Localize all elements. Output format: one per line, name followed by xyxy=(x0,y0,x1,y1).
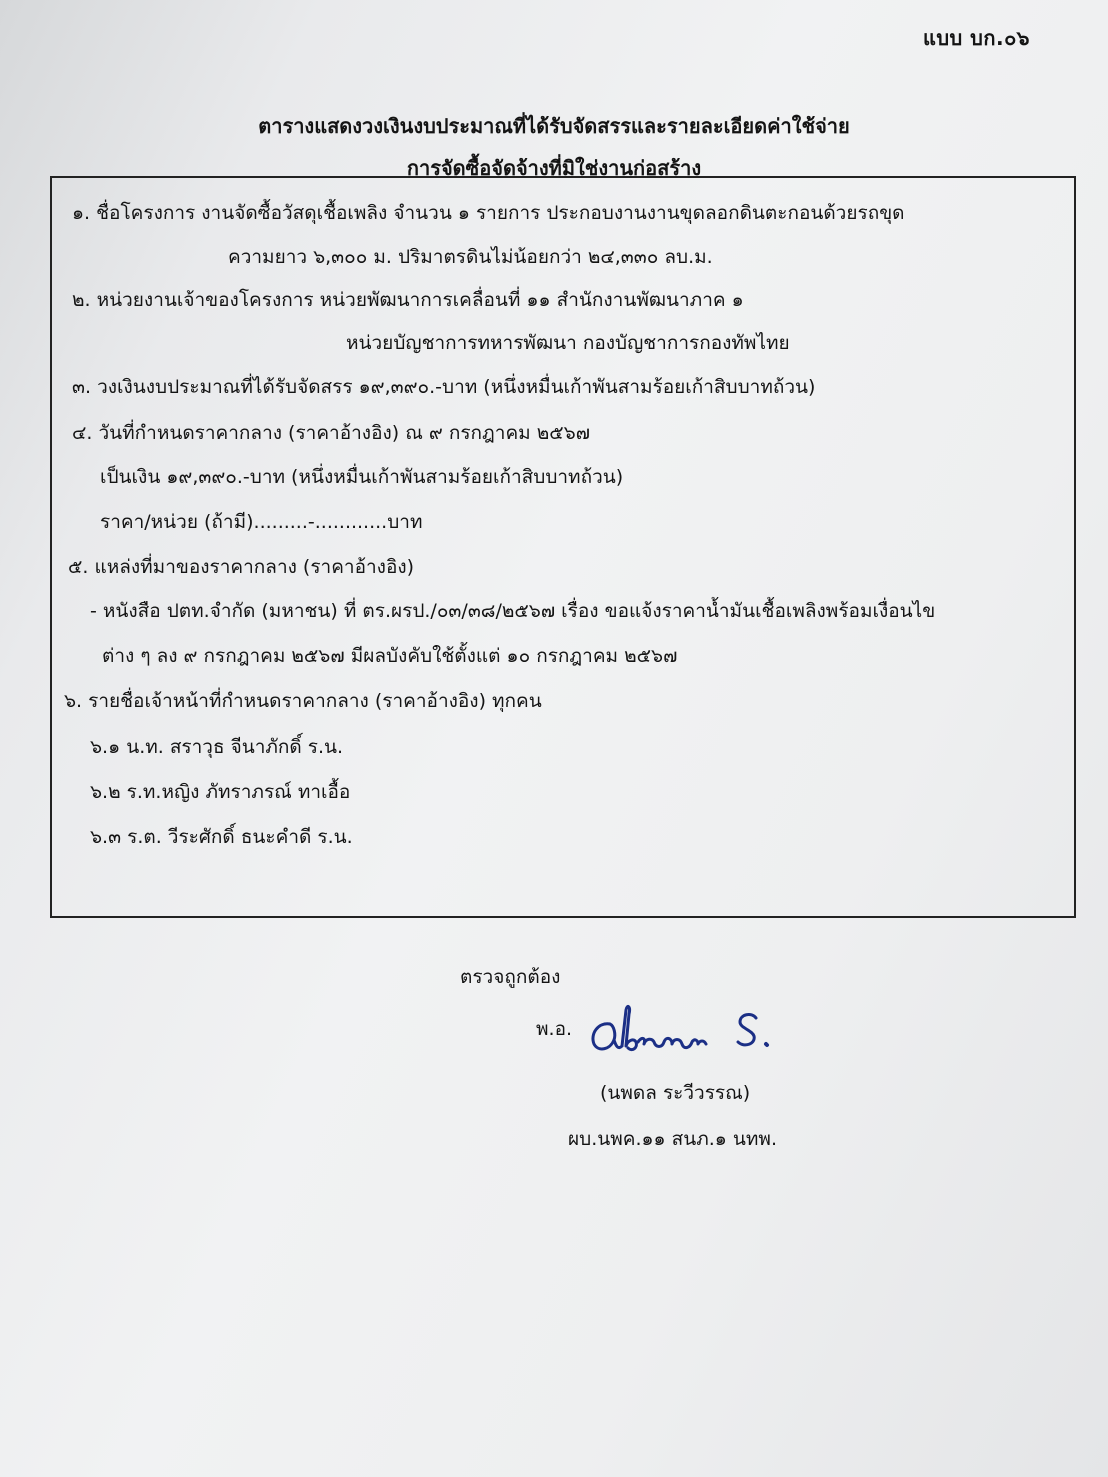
item-2-owner-unit-cont: หน่วยบัญชาการทหารพัฒนา กองบัญชาการกองทัพไทย xyxy=(346,332,790,354)
form-code: แบบ บก.๐๖ xyxy=(922,26,1030,50)
item-2-owner-unit: ๒. หน่วยงานเจ้าของโครงการ หน่วยพัฒนาการเคลื่อนที่ ๑๑ สำนักงานพัฒนาภาค ๑ xyxy=(72,289,744,311)
item-5-reference-letter: - หนังสือ ปตท.จำกัด (มหาชน) ที่ ตร.ผรป./๐๓/๓๘/๒๕๖๗ เรื่อง ขอแจ้งราคาน้ำมันเชื้อเพลิงพร้อมเงื่อนไข xyxy=(90,600,936,622)
item-6-officers: ๖. รายชื่อเจ้าหน้าที่กำหนดราคากลาง (ราคาอ้างอิง) ทุกคน xyxy=(64,690,542,712)
item-5-price-source: ๕. แหล่งที่มาของราคากลาง (ราคาอ้างอิง) xyxy=(68,556,415,578)
signer-name: (นพดล ระวีวรรณ) xyxy=(600,1082,751,1104)
item-6-officer-3: ๖.๓ ร.ต. วีระศักดิ์ ธนะคำดี ร.น. xyxy=(90,826,353,848)
signer-position: ผบ.นพค.๑๑ สนภ.๑ นทพ. xyxy=(568,1128,777,1150)
item-6-officer-1: ๖.๑ น.ท. สราวุธ จีนาภักดิ์ ร.น. xyxy=(90,736,344,758)
item-4-reference-date: ๔. วันที่กำหนดราคากลาง (ราคาอ้างอิง) ณ ๙ กรกฎาคม ๒๕๖๗ xyxy=(72,422,591,444)
item-4-unit-price: ราคา/หน่วย (ถ้ามี).........-............บาท xyxy=(100,511,423,533)
item-1-project-name: ๑. ชื่อโครงการ งานจัดซื้อวัสดุเชื้อเพลิง จำนวน ๑ รายการ ประกอบงานงานขุดลอกดินตะกอนด้วยรถขุด xyxy=(72,202,905,224)
item-5-reference-letter-cont: ต่าง ๆ ลง ๙ กรกฎาคม ๒๕๖๗ มีผลบังคับใช้ตั้งแต่ ๑๐ กรกฎาคม ๒๕๖๗ xyxy=(102,645,678,667)
item-3-budget: ๓. วงเงินงบประมาณที่ได้รับจัดสรร ๑๙,๓๙๐.-บาท (หนึ่งหมื่นเก้าพันสามร้อยเก้าสิบบาทถ้วน) xyxy=(72,376,816,398)
item-4-amount: เป็นเงิน ๑๙,๓๙๐.-บาท (หนึ่งหมื่นเก้าพันสามร้อยเก้าสิบบาทถ้วน) xyxy=(100,466,624,488)
document-title-line-2: การจัดซื้อจัดจ้างที่มิใช่งานก่อสร้าง xyxy=(406,156,702,180)
verified-label: ตรวจถูกต้อง xyxy=(460,966,561,988)
handwritten-signature xyxy=(588,996,788,1066)
item-6-officer-2: ๖.๒ ร.ท.หญิง ภัทราภรณ์ ทาเอื้อ xyxy=(90,781,351,803)
signer-rank: พ.อ. xyxy=(536,1018,573,1040)
document-title-line-1: ตารางแสดงวงเงินงบประมาณที่ได้รับจัดสรรและรายละเอียดค่าใช้จ่าย xyxy=(258,114,850,138)
item-1-project-detail: ความยาว ๖,๓๐๐ ม. ปริมาตรดินไม่น้อยกว่า ๒๔,๓๓๐ ลบ.ม. xyxy=(228,246,713,268)
